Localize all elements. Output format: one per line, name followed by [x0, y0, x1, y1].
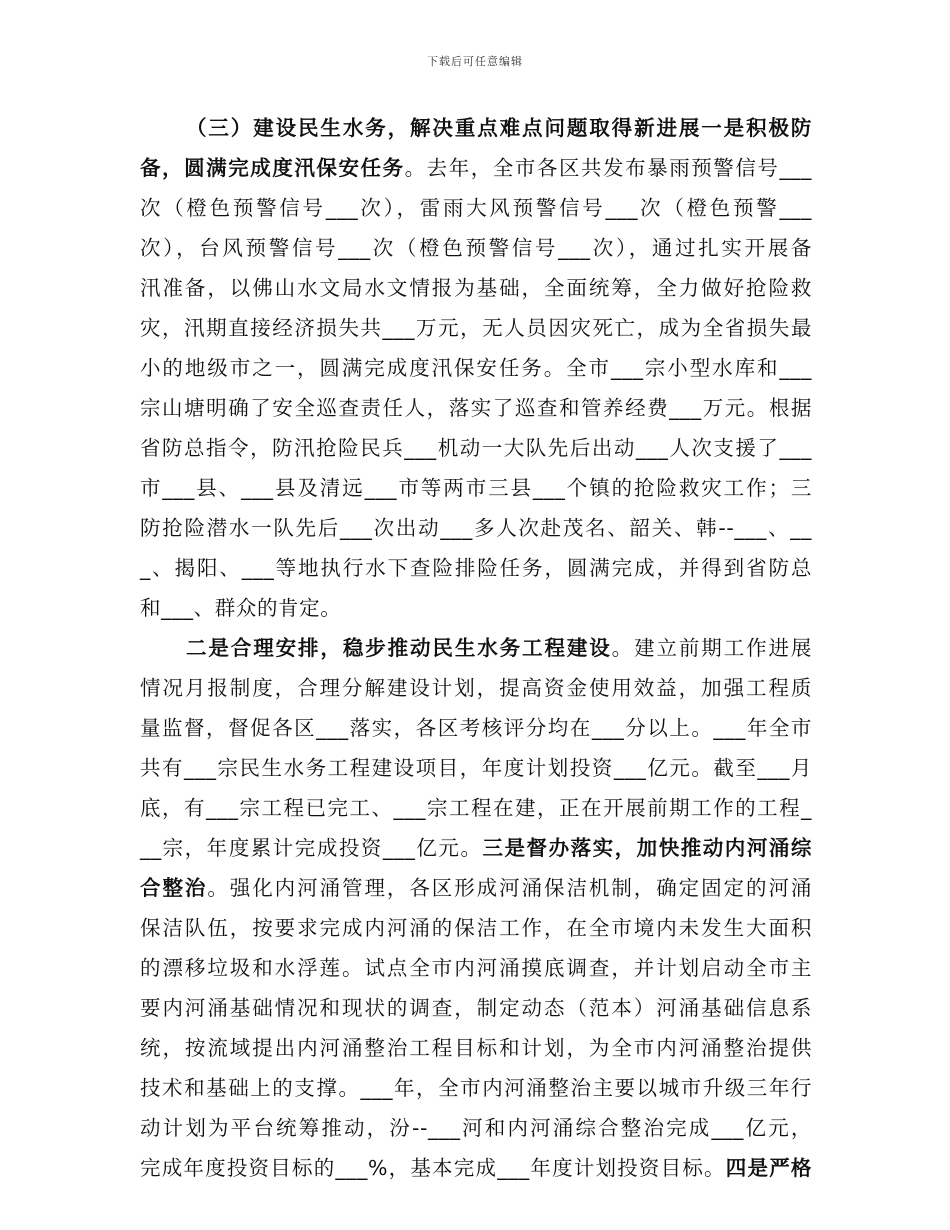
body-text: 要内河涌基础情况和现状的调查，制定动态（范本）河涌基础信息系: [140, 996, 812, 1020]
body-text: 保洁队伍，按要求完成内河涌的保洁工作，在全市境内未发生大面积: [140, 916, 812, 940]
body-text: 汛准备，以佛山水文局水文情报为基础，全面统筹，全力做好抢险救: [140, 276, 812, 300]
paragraph-line: [140, 228, 812, 268]
paragraph-line: [140, 708, 812, 748]
paragraph-line: [140, 988, 812, 1028]
body-text: 灾，汛期直接经济损失共___万元，无人员因灾死亡，成为全省损失最: [140, 316, 812, 340]
paragraph-line: [140, 508, 812, 548]
body-text: 的漂移垃圾和水浮莲。试点全市内河涌摸底调查，并计划启动全市主: [140, 956, 812, 980]
body-text: 省防总指令，防汛抢险民兵___机动一大队先后出动___人次支援了___: [140, 436, 812, 460]
paragraph-line: [140, 1028, 812, 1068]
paragraph-line: [140, 268, 812, 308]
paragraph-line: [140, 468, 812, 508]
body-text: _、揭阳、___等地执行水下查险排险任务，圆满完成，并得到省防总: [140, 556, 812, 580]
body-text: 动计划为平台统筹推动，汾--___河和内河涌综合整治完成___亿元，: [140, 1116, 812, 1140]
paragraph-line: [140, 548, 812, 588]
bold-heading-text: 三是督办落实，加快推动内河涌综: [482, 836, 812, 860]
body-text: 技术和基础上的支撑。___年，全市内河涌整治主要以城市升级三年行: [140, 1076, 812, 1100]
body-text: 市___县、___县及清远___市等两市三县___个镇的抢险救灾工作；三: [140, 476, 812, 500]
body-text: 底，有___宗工程已完工、___宗工程在建，正在开展前期工作的工程_: [140, 796, 812, 820]
body-text: 完成年度投资目标的___%，基本完成___年度计划投资目标。: [140, 1156, 726, 1180]
body-text: 和___、群众的肯定。: [140, 596, 342, 620]
body-text: __宗，年度累计完成投资___亿元。: [140, 836, 483, 860]
paragraph-line: [140, 428, 812, 468]
page-header-note: 下载后可任意编辑: [427, 55, 523, 68]
paragraph-line: [140, 748, 812, 788]
bold-heading-text: （三）建设民生水务，解决重点难点问题取得新进展一是积极防: [186, 116, 812, 140]
body-text: 宗山塘明确了安全巡查责任人，落实了巡查和管养经费___万元。根据: [140, 396, 812, 420]
paragraph-line: [140, 348, 812, 388]
body-text: 防抢险潜水一队先后___次出动___多人次赴茂名、韶关、韩--___、__: [140, 516, 812, 540]
body-text: 。去年，全市各区共发布暴雨预警信号___: [404, 156, 813, 180]
paragraph-line: [140, 628, 812, 668]
paragraph-line: [140, 668, 812, 708]
body-text: 小的地级市之一，圆满完成度汛保安任务。全市___宗小型水库和___: [140, 356, 812, 380]
bold-heading-text: 四是严格: [725, 1156, 812, 1180]
body-text: 次（橙色预警信号___次），雷雨大风预警信号___次（橙色预警___: [140, 196, 812, 220]
paragraph-line: [140, 788, 812, 828]
bold-heading-text: 备，圆满完成度汛保安任务: [140, 156, 405, 180]
bold-heading-text: 二是合理安排，稳步推动民生水务工程建设: [186, 636, 612, 660]
body-text: 次），台风预警信号___次（橙色预警信号___次），通过扎实开展备: [140, 236, 812, 260]
paragraph-line: [140, 308, 812, 348]
paragraph-line: [140, 388, 812, 428]
paragraph-line: [140, 1068, 812, 1108]
paragraph-line: [140, 1108, 812, 1148]
body-text: 。建立前期工作进展: [611, 636, 812, 660]
paragraph-line: [140, 948, 812, 988]
paragraph-line: [140, 1148, 812, 1188]
body-text: 。强化内河涌管理，各区形成河涌保洁机制，确定固定的河涌: [207, 876, 812, 900]
paragraph-line: [140, 588, 812, 628]
body-text: 统，按流域提出内河涌整治工程目标和计划，为全市内河涌整治提供: [140, 1036, 812, 1060]
paragraph-line: [140, 188, 812, 228]
document-body: [140, 108, 812, 1188]
paragraph-line: [140, 828, 812, 868]
bold-heading-text: 合整治: [140, 876, 208, 900]
paragraph-line: [140, 148, 812, 188]
paragraph-line: [140, 868, 812, 908]
body-text: 共有___宗民生水务工程建设项目，年度计划投资___亿元。截至___月: [140, 756, 812, 780]
body-text: 情况月报制度，合理分解建设计划，提高资金使用效益，加强工程质: [140, 676, 812, 700]
paragraph-line: [140, 108, 812, 148]
body-text: 量监督，督促各区___落实，各区考核评分均在___分以上。___年全市: [140, 716, 812, 740]
paragraph-line: [140, 908, 812, 948]
